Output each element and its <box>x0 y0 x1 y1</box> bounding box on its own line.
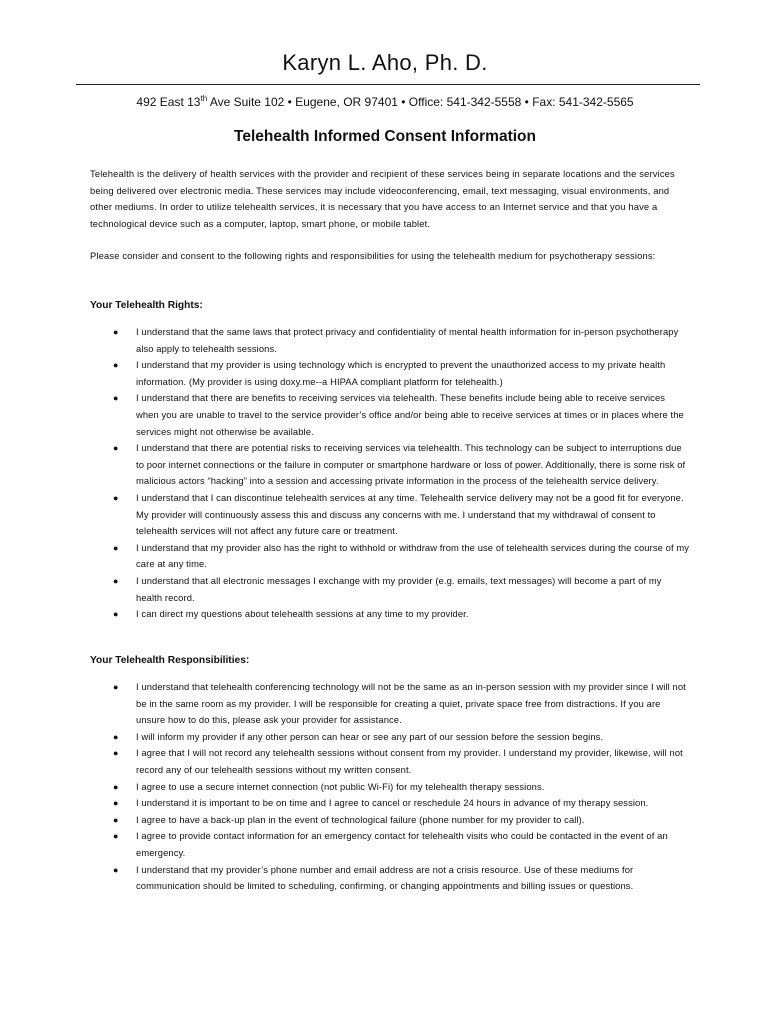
rights-heading: Your Telehealth Rights: <box>90 300 203 311</box>
list-item-text: I understand that there are benefits to receiving services via telehealth. These benefits include being able to receive services when you are unable to travel to the service provider’s office and/or being able to receive services at times or in places where the services might not otherwise be available. <box>136 392 684 437</box>
list-item <box>90 729 690 746</box>
list-item-text: I understand that my provider also has the right to withhold or withdraw from the use of telehealth services during the course of my care at any time. <box>136 541 690 570</box>
address-ordinal: th <box>200 94 208 103</box>
list-item <box>90 745 690 778</box>
address-details: Ave Suite 102 • Eugene, OR 97401 • Office: 541-342-5558 • Fax: 541-342-5565 <box>207 95 634 109</box>
list-item <box>90 828 690 861</box>
list-item <box>90 390 690 440</box>
bullet-icon: ● <box>113 798 119 809</box>
list-item-text: I can direct my questions about telehealth sessions at any time to my provider. <box>136 608 469 620</box>
list-item <box>90 812 690 829</box>
intro-paragraph: Telehealth is the delivery of health services with the provider and recipient of these services being in separate locations and the services being delivered over electronic media. These services may include videoconferencing, email, text messaging, visual environments, and other mediums. In order to utilize telehealth services, it is necessary that you have access to an Internet service and that you have a technological device such as a computer, laptop, smart phone, or mobile tablet. <box>90 168 675 229</box>
list-item-text: I understand that I can discontinue telehealth services at any time. Telehealth service delivery may not be a good fit for everyone. My provider will continuously assess this and discuss any concerns with me. I understand that my withdrawal of consent to telehealth services will not affect any future care or treatment. <box>136 491 684 537</box>
list-item-text: I agree that I will not record any telehealth sessions without consent from my provider. I understand my provider, likewise, will not record any of our telehealth sessions without my written consent. <box>136 747 683 775</box>
list-item <box>90 440 690 490</box>
document-title: Telehealth Informed Consent Information <box>234 128 536 145</box>
list-item <box>90 679 690 729</box>
address-street: 492 East 13 <box>136 95 201 109</box>
list-item <box>90 862 690 895</box>
list-item-text: I understand that my provider’s phone number and email address are not a crisis resource. Use of these mediums for communication should be limited to scheduling, confirming, or changing appointments and billing issues or questions. <box>136 863 634 892</box>
list-item-text: I will inform my provider if any other person can hear or see any part of our session before the session begins. <box>136 730 604 742</box>
bullet-icon: ● <box>113 393 119 404</box>
provider-address <box>0 94 770 109</box>
bullet-icon: ● <box>113 781 119 792</box>
responsibilities-list <box>90 679 690 895</box>
rights-list <box>90 324 690 623</box>
bullet-icon: ● <box>113 731 119 742</box>
bullet-icon: ● <box>113 443 119 454</box>
list-item <box>90 357 690 390</box>
list-item-text: I agree to use a secure internet connection (not public Wi-Fi) for my telehealth therapy sessions. <box>136 780 545 792</box>
list-item <box>90 606 690 623</box>
bullet-icon: ● <box>113 327 119 337</box>
list-item-text: I understand that the same laws that protect privacy and confidentiality of mental health information for in-person psychotherapy also apply to telehealth sessions. <box>136 326 679 354</box>
bullet-icon: ● <box>113 748 119 759</box>
header-divider <box>76 84 700 85</box>
list-item <box>90 573 690 606</box>
list-item <box>90 779 690 796</box>
bullet-icon: ● <box>113 360 119 371</box>
responsibilities-heading: Your Telehealth Responsibilities: <box>90 655 250 666</box>
bullet-icon: ● <box>113 542 119 553</box>
provider-name: Karyn L. Aho, Ph. D. <box>282 50 488 75</box>
list-item <box>90 540 690 573</box>
list-item-text: I agree to have a back-up plan in the event of technological failure (phone number for my provider to call). <box>136 813 585 825</box>
list-item-text: I understand that my provider is using technology which is encrypted to prevent the unauthorized access to my private health information. (My provider is using doxy.me--a HIPAA compliant platform for telehealth.) <box>136 359 666 387</box>
bullet-icon: ● <box>113 864 119 875</box>
list-item <box>90 324 690 357</box>
list-item-text: I understand it is important to be on time and I agree to cancel or reschedule 24 hours in advance of my therapy session. <box>136 797 649 809</box>
bullet-icon: ● <box>113 609 119 620</box>
bullet-icon: ● <box>113 814 119 825</box>
bullet-icon: ● <box>113 682 119 692</box>
list-item-text: I agree to provide contact information for an emergency contact for telehealth visits who could be contacted in the event of an emergency. <box>136 830 668 858</box>
list-item-text: I understand that telehealth conferencing technology will not be the same as an in-person session with my provider since I will not be in the same room as my provider. I will be responsible for creating a quiet, private space free from distractions. If you are unsure how to do this, please ask your provider for assistance. <box>136 681 686 726</box>
bullet-icon: ● <box>113 492 119 503</box>
list-item-text: I understand that there are potential risks to receiving services via telehealth. This technology can be subject to interruptions due to poor internet connections or the failure in computer or smartphone hardware or loss of power. Additionally, there is some risk of malicious actors “hacking” into a session and accessing private information in the process of the telehealth service delivery. <box>136 442 686 487</box>
consent-paragraph: Please consider and consent to the following rights and responsibilities for using the telehealth medium for psychotherapy sessions: <box>90 250 656 261</box>
bullet-icon: ● <box>113 575 119 586</box>
list-item <box>90 795 690 812</box>
bullet-icon: ● <box>113 831 119 842</box>
list-item-text: I understand that all electronic messages I exchange with my provider (e.g. emails, text messages) will become a part of my health record. <box>136 574 662 603</box>
list-item <box>90 490 690 540</box>
